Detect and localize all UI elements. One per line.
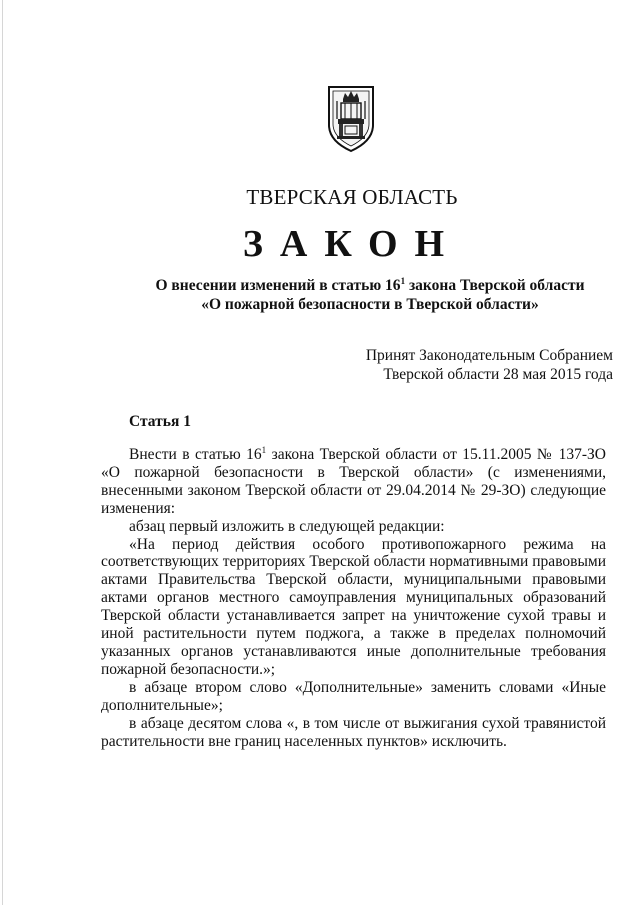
subject-text-pre: О внесении изменений в статью 16 bbox=[155, 277, 401, 294]
article-paragraph-1 bbox=[101, 446, 606, 518]
p1-text-post: закона Тверской области от 15.11.2005 № 137-ЗО «О пожарной безопасности в Тверской области» (с изменениями, внесенными законом Тверской области от 29.04.2014 № 29-ЗО) следующие изменения: bbox=[101, 446, 606, 517]
adoption-line1: Принят Законодательным Собранием bbox=[365, 347, 613, 364]
subject-text-post: закона Тверской области bbox=[405, 277, 585, 294]
subject-superscript: 1 bbox=[400, 275, 406, 286]
coat-of-arms-icon bbox=[323, 81, 379, 153]
article-paragraph-4: в абзаце втором слово «Дополнительные» заменить словами «Иные дополнительные»; bbox=[101, 678, 606, 714]
article-paragraph-2: абзац первый изложить в следующей редакции: bbox=[129, 517, 445, 535]
p1-text-pre: Внести в статью 16 bbox=[129, 446, 262, 463]
adoption-line2: Тверской области 28 мая 2015 года bbox=[383, 366, 613, 383]
law-subject-line2: «О пожарной безопасности в Тверской области» bbox=[201, 296, 539, 313]
article-paragraph-5: в абзаце десятом слова «, в том числе от выжигания сухой травянистой растительности вне границ населенных пунктов» исключить. bbox=[101, 714, 606, 750]
article-heading: Статья 1 bbox=[129, 413, 191, 430]
document-type-title: ЗАКОН bbox=[242, 223, 462, 265]
scan-edge-line bbox=[2, 0, 3, 905]
article-body bbox=[101, 446, 606, 750]
article-paragraph-3: «На период действия особого противопожарного режима на соответствующих территориях Тверской области нормативными правовыми актами Правительства Тверской области, муниципальными правовыми актами органов местного самоуправления муниципальных образований Тверской области устанавливается запрет на уничтожение сухой травы и иной растительности путем поджога, а также в пределах полномочий указанных органов устанавливаются иные дополнительные требования пожарной безопасности.»; bbox=[101, 535, 606, 678]
adoption-note bbox=[366, 346, 613, 384]
region-name: ТВЕРСКАЯ ОБЛАСТЬ bbox=[246, 185, 458, 209]
p1-superscript: 1 bbox=[261, 444, 267, 455]
law-subject bbox=[0, 276, 640, 314]
law-subject-line1 bbox=[0, 276, 640, 295]
